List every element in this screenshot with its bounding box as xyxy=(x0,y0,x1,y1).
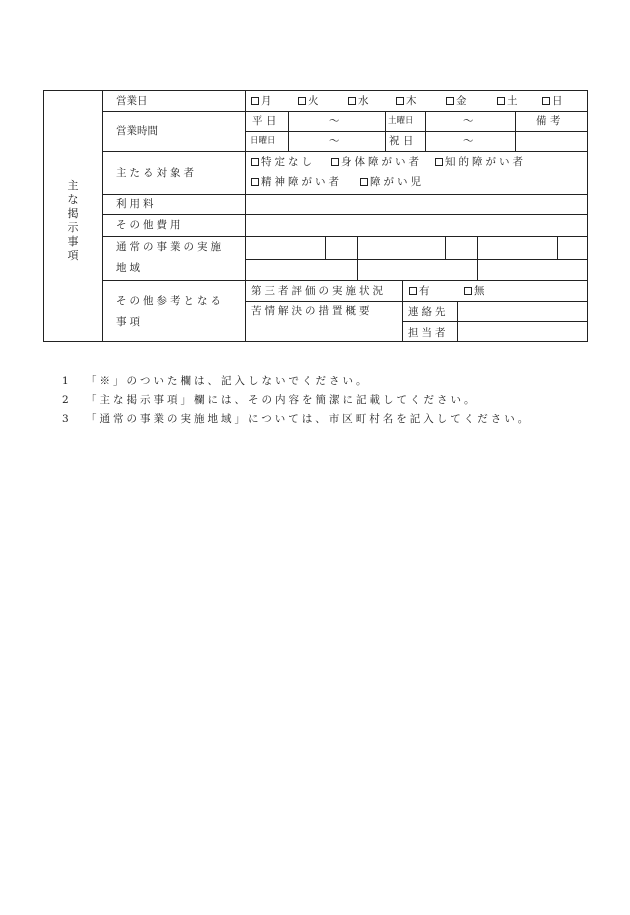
note-item xyxy=(62,372,531,391)
label-saturday: 土曜日 xyxy=(388,116,414,126)
section-char: 主 xyxy=(67,179,79,192)
checkbox-day-fri[interactable] xyxy=(446,96,467,107)
checkbox-physical-disability[interactable] xyxy=(331,157,422,168)
checkbox-icon[interactable] xyxy=(298,97,306,105)
weekday-hours-field[interactable]: ～ xyxy=(329,115,340,127)
divider xyxy=(102,151,588,152)
contact-field[interactable] xyxy=(458,302,588,320)
checkbox-icon[interactable] xyxy=(396,97,404,105)
checkbox-icon[interactable] xyxy=(435,158,443,166)
section-char: な xyxy=(67,193,79,206)
label-target-users: 主たる対象者 xyxy=(116,167,197,179)
label-other-fee: その他費用 xyxy=(116,219,184,231)
checkbox-icon[interactable] xyxy=(360,178,368,186)
divider xyxy=(102,236,588,237)
checkbox-day-tue[interactable] xyxy=(298,96,319,107)
checkbox-day-sat[interactable] xyxy=(497,96,518,107)
option-label: 有 xyxy=(419,285,433,297)
checkbox-icon[interactable] xyxy=(497,97,505,105)
label-business-days: 営業日 xyxy=(116,95,148,107)
checkbox-mental-disability[interactable] xyxy=(251,177,342,188)
divider xyxy=(425,111,426,151)
day-label: 日 xyxy=(552,95,563,107)
section-char: 項 xyxy=(67,249,79,262)
label-fee: 利用料 xyxy=(116,198,157,210)
label-person-in-charge: 担当者 xyxy=(408,327,449,339)
checkbox-day-sun[interactable] xyxy=(542,96,563,107)
day-label: 木 xyxy=(406,95,417,107)
checkbox-none-specified[interactable] xyxy=(251,157,315,168)
option-label: 身体障がい者 xyxy=(341,156,422,168)
divider xyxy=(288,111,289,151)
note-number: 1 xyxy=(62,375,69,387)
checkbox-evaluation-no[interactable] xyxy=(464,286,488,297)
fee-field[interactable] xyxy=(246,195,588,213)
checkbox-day-wed[interactable] xyxy=(348,96,369,107)
divider xyxy=(557,236,558,259)
note-number: 3 xyxy=(62,413,69,425)
divider xyxy=(385,111,386,151)
label-other-reference-line2: 事項 xyxy=(116,316,143,328)
divider xyxy=(325,236,326,259)
checkbox-icon[interactable] xyxy=(464,287,472,295)
note-number: 2 xyxy=(62,394,69,406)
section-char: 事 xyxy=(67,235,79,248)
label-weekday: 平 日 xyxy=(252,115,277,127)
day-label: 土 xyxy=(507,95,518,107)
label-contact: 連絡先 xyxy=(408,306,449,318)
day-label: 月 xyxy=(261,95,272,107)
section-label-main-notice-items xyxy=(44,179,102,263)
label-remarks: 備 考 xyxy=(536,115,561,127)
divider xyxy=(245,259,588,260)
checkbox-day-mon[interactable] xyxy=(251,96,272,107)
divider xyxy=(445,236,446,259)
option-label: 精神障がい者 xyxy=(261,176,342,188)
checkbox-icon[interactable] xyxy=(542,97,550,105)
sunday-hours-field[interactable]: ～ xyxy=(329,135,340,147)
label-service-area-line1: 通常の事業の実施 xyxy=(116,241,224,253)
checkbox-icon[interactable] xyxy=(331,158,339,166)
holiday-hours-field[interactable]: ～ xyxy=(463,135,474,147)
section-char: 掲 xyxy=(67,207,79,220)
divider xyxy=(515,111,516,151)
checkbox-child-disability[interactable] xyxy=(360,177,424,188)
checkbox-icon[interactable] xyxy=(409,287,417,295)
note-text: 「主な掲示事項」欄には、その内容を簡潔に記載してください。 xyxy=(86,394,478,406)
checkbox-icon[interactable] xyxy=(251,97,259,105)
divider xyxy=(102,91,103,342)
person-in-charge-field[interactable] xyxy=(458,322,588,341)
checkbox-icon[interactable] xyxy=(348,97,356,105)
label-other-reference-line1: その他参考となる xyxy=(116,295,224,307)
option-label: 特定なし xyxy=(261,156,315,168)
label-third-party-evaluation: 第三者評価の実施状況 xyxy=(251,285,386,297)
divider xyxy=(102,280,588,281)
day-label: 金 xyxy=(456,95,467,107)
label-holiday: 祝 日 xyxy=(389,135,414,147)
note-text: 「※」のついた欄は、記入しないでください。 xyxy=(86,375,370,387)
note-item xyxy=(62,391,531,410)
other-fee-field[interactable] xyxy=(246,215,588,235)
day-label: 火 xyxy=(308,95,319,107)
label-business-hours: 営業時間 xyxy=(116,125,158,137)
checkbox-icon[interactable] xyxy=(446,97,454,105)
checkbox-intellectual-disability[interactable] xyxy=(435,157,526,168)
option-label: 知的障がい者 xyxy=(445,156,526,168)
option-label: 障がい児 xyxy=(370,176,424,188)
option-label: 無 xyxy=(474,285,488,297)
notice-items-form xyxy=(43,90,588,342)
note-item xyxy=(62,410,531,429)
label-complaint-resolution: 苦情解決の措置概要 xyxy=(251,305,373,317)
note-text: 「通常の事業の実施地域」については、市区町村名を記入してください。 xyxy=(86,413,532,425)
section-char: 示 xyxy=(67,221,79,234)
label-service-area-line2: 地域 xyxy=(116,262,143,274)
checkbox-icon[interactable] xyxy=(251,158,259,166)
divider xyxy=(402,280,403,342)
divider xyxy=(245,131,588,132)
label-sunday: 日曜日 xyxy=(250,136,276,146)
checkbox-icon[interactable] xyxy=(251,178,259,186)
saturday-hours-field[interactable]: ～ xyxy=(463,115,474,127)
checkbox-day-thu[interactable] xyxy=(396,96,417,107)
day-label: 水 xyxy=(358,95,369,107)
divider xyxy=(477,236,478,280)
notes-list xyxy=(62,372,531,429)
checkbox-evaluation-yes[interactable] xyxy=(409,286,433,297)
divider xyxy=(357,236,358,280)
